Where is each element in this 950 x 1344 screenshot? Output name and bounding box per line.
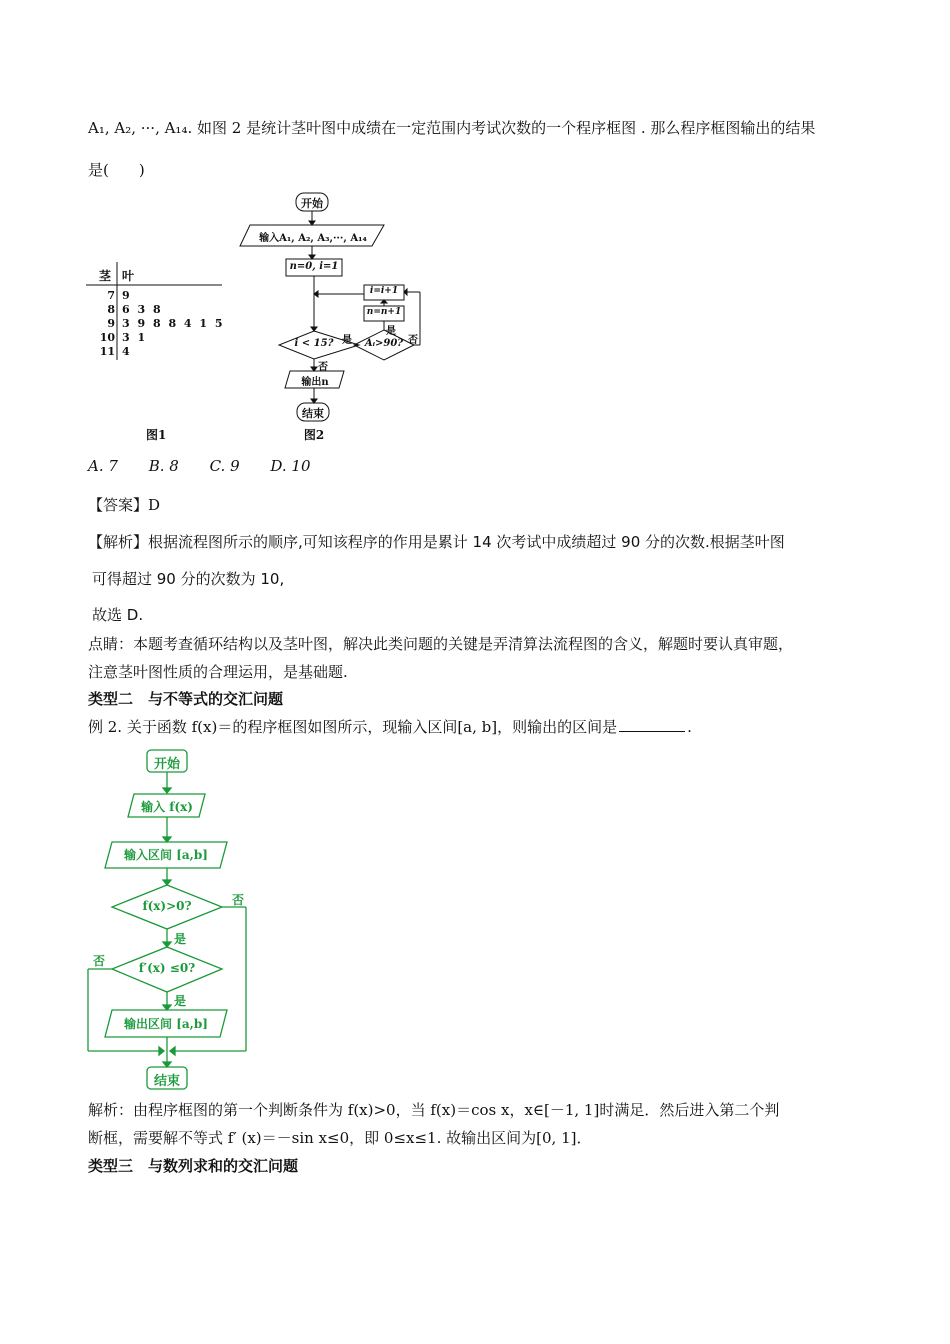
example-2-line [88,716,692,737]
comment-line-2: 注意茎叶图性质的合理运用，是基础题. [88,663,348,681]
output-node: 输出区间 [a,b] [124,1017,208,1031]
yes-label: 是 [386,326,396,337]
solution-line-2: 断框，需要解不等式 f′ (x)＝－sin x≤0，即 0≤x≤1. 故输出区间为[0, 1]． [88,1129,592,1147]
leaf-values: 4 [122,345,130,358]
stem-value: 7 [107,289,115,302]
analysis-line-3: 故选 D. [92,606,144,624]
leaf-values: 3 9 8 8 4 1 5 [122,317,223,330]
input-function-node: 输入 f(x) [141,800,193,814]
answer-blank [619,730,685,732]
yes-label: 是 [174,994,187,1008]
option-c: C. 9 [209,457,240,475]
option-a: A. 7 [88,457,118,475]
answer-line: 【答案】D [88,496,161,514]
stem-value: 11 [99,345,115,358]
start-node: 开始 [153,757,180,772]
intro-line-2: 是( ) [88,161,145,179]
init-node: n=0, i=1 [289,261,339,272]
no-label: 否 [408,335,418,346]
figure-2-caption: 图2 [303,428,325,442]
condition-a-node: Aᵢ>90? [364,338,404,349]
figure-1-caption: 图1 [146,428,167,442]
leaf-values: 3 1 [122,331,146,344]
analysis-line-1: 【解析】根据流程图所示的顺序,可知该程序的作用是累计 14 次考试中成绩超过 90 分的次数.根据茎叶图 [88,533,785,551]
stem-value: 8 [107,303,115,316]
flowchart-example-2 [84,744,254,1094]
increment-i-node: i=i+1 [369,286,399,296]
flowchart-figure-2 [236,188,436,444]
example-2-period: . [687,718,692,736]
start-node: 开始 [301,197,323,210]
intro-line-1: A₁, A₂, ···, A₁₄. 如图 2 是统计茎叶图中成绩在一定范围内考试次数的一个程序框图 . 那么程序框图输出的结果 [88,119,816,137]
no-label: 否 [93,954,106,968]
solution-line-1: 解析：由程序框图的第一个判断条件为 f(x)>0，当 f(x)＝cos x，x∈[－1, 1]时满足．然后进入第二个判 [88,1101,780,1119]
leaf-values: 9 [122,289,130,302]
analysis-line-2: 可得超过 90 分的次数为 10, [92,570,285,588]
leaf-header: 叶 [122,269,135,283]
stem-leaf-plot [86,262,236,442]
output-node: 输出n [301,377,329,388]
stem-value: 9 [107,317,115,330]
type-2-heading: 类型二 与不等式的交汇问题 [88,690,284,708]
options-row [88,457,337,475]
yes-label: 是 [342,335,352,346]
input-node: 输入A₁, A₂, A₃,···, A₁₄ [259,233,367,244]
condition-2-node: f′(x) ≤0? [138,961,196,975]
leaf-values: 6 3 8 [122,303,161,316]
comment-line-1: 点睛：本题考查循环结构以及茎叶图，解决此类问题的关键是弄清算法流程图的含义，解题时要认真审题， [88,635,794,653]
option-b: B. 8 [148,457,179,475]
input-interval-node: 输入区间 [a,b] [124,848,208,862]
option-d: D. 10 [270,457,311,475]
condition-1-node: f(x)>0? [142,899,192,913]
type-3-heading: 类型三 与数列求和的交汇问题 [88,1157,299,1175]
stem-header: 茎 [99,269,112,283]
increment-n-node: n=n+1 [366,307,402,317]
condition-i-node: i < 15? [294,338,334,349]
no-label: 否 [232,893,245,907]
no-label: 否 [318,362,328,373]
end-node: 结束 [153,1074,180,1089]
example-2-text: 例 2. 关于函数 f(x)＝的程序框图如图所示，现输入区间[a, b]，则输出的区间是 [88,718,618,736]
stem-value: 10 [99,331,115,344]
yes-label: 是 [174,932,187,946]
end-node: 结束 [302,407,324,420]
